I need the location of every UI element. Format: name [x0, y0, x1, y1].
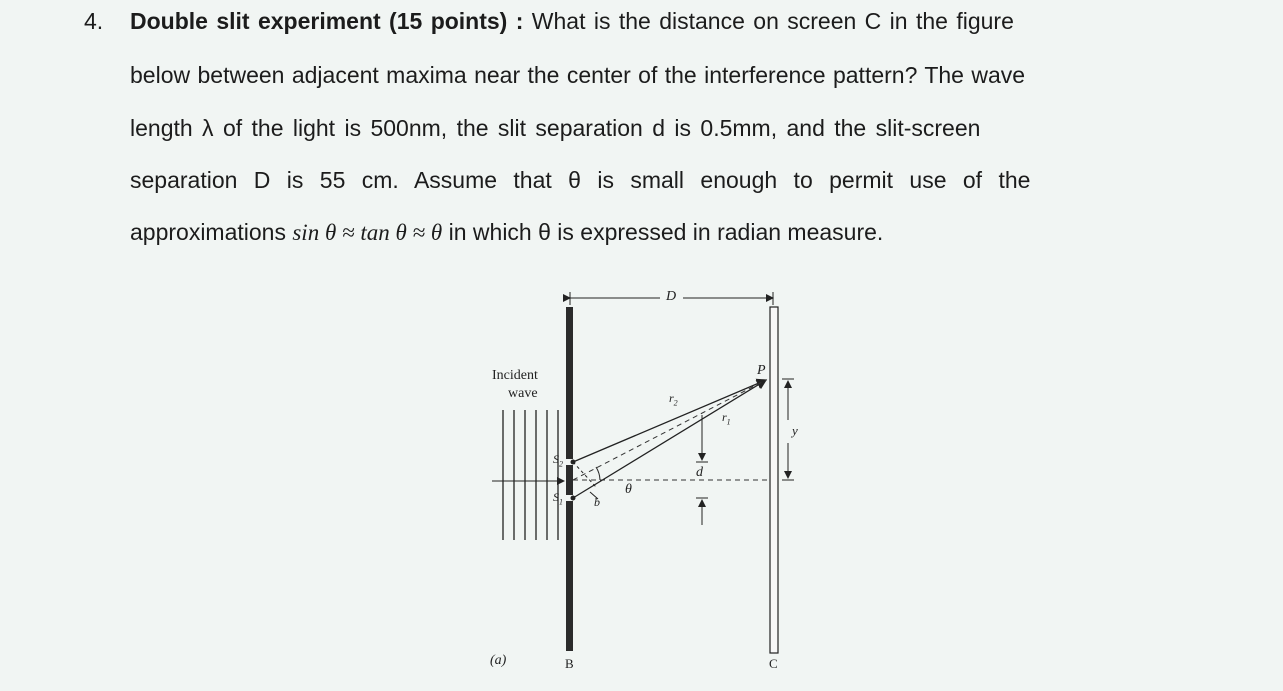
- label-S1: $S_1$: [553, 490, 563, 507]
- problem-title: Double slit experiment (15 points) :: [130, 8, 524, 34]
- barrier-bottom: [566, 501, 573, 651]
- incident-wavefronts: [503, 410, 558, 540]
- label-B: B: [565, 656, 574, 671]
- label-r1: $r_1$: [722, 410, 731, 427]
- problem-number: 4.: [84, 8, 104, 34]
- label-S2: $S_2$: [553, 452, 563, 469]
- problem-line-5: [130, 219, 883, 246]
- problem-line-1: [130, 8, 1014, 35]
- label-y: y: [792, 423, 798, 438]
- barrier-middle: [566, 465, 573, 495]
- label-incident: Incident: [492, 368, 538, 383]
- label-P: P: [757, 363, 766, 378]
- double-slit-figure: [470, 285, 820, 685]
- slit-S2: [571, 460, 576, 465]
- problem-text-5b: in which θ is expressed in radian measure.: [442, 219, 884, 245]
- double-slit-diagram: [470, 285, 820, 685]
- label-r2: $r_2$: [669, 391, 678, 408]
- screen-C: [770, 307, 778, 653]
- approximation-formula: sin θ ≈ tan θ ≈ θ: [292, 220, 443, 245]
- problem-text-1: What is the distance on screen C in the figure: [523, 8, 1014, 34]
- problem-line-3: length λ of the light is 500nm, the slit separation d is 0.5mm, and the slit-screen: [130, 115, 981, 141]
- slit-S1: [571, 496, 576, 501]
- problem-text-5a: approximations: [130, 219, 293, 245]
- label-a: (a): [490, 653, 507, 668]
- barrier-top: [566, 307, 573, 459]
- label-D: D: [666, 289, 677, 304]
- label-theta: θ: [625, 482, 632, 497]
- label-b: b: [594, 495, 600, 509]
- problem-line-2: below between adjacent maxima near the center of the interference pattern? The wave: [130, 62, 1026, 88]
- label-wave: wave: [508, 386, 538, 401]
- problem-line-4: separation D is 55 cm. Assume that θ is small enough to permit use of the: [130, 167, 1031, 193]
- label-d: d: [696, 465, 703, 480]
- label-C: C: [769, 656, 778, 671]
- theta-arc: [596, 467, 600, 480]
